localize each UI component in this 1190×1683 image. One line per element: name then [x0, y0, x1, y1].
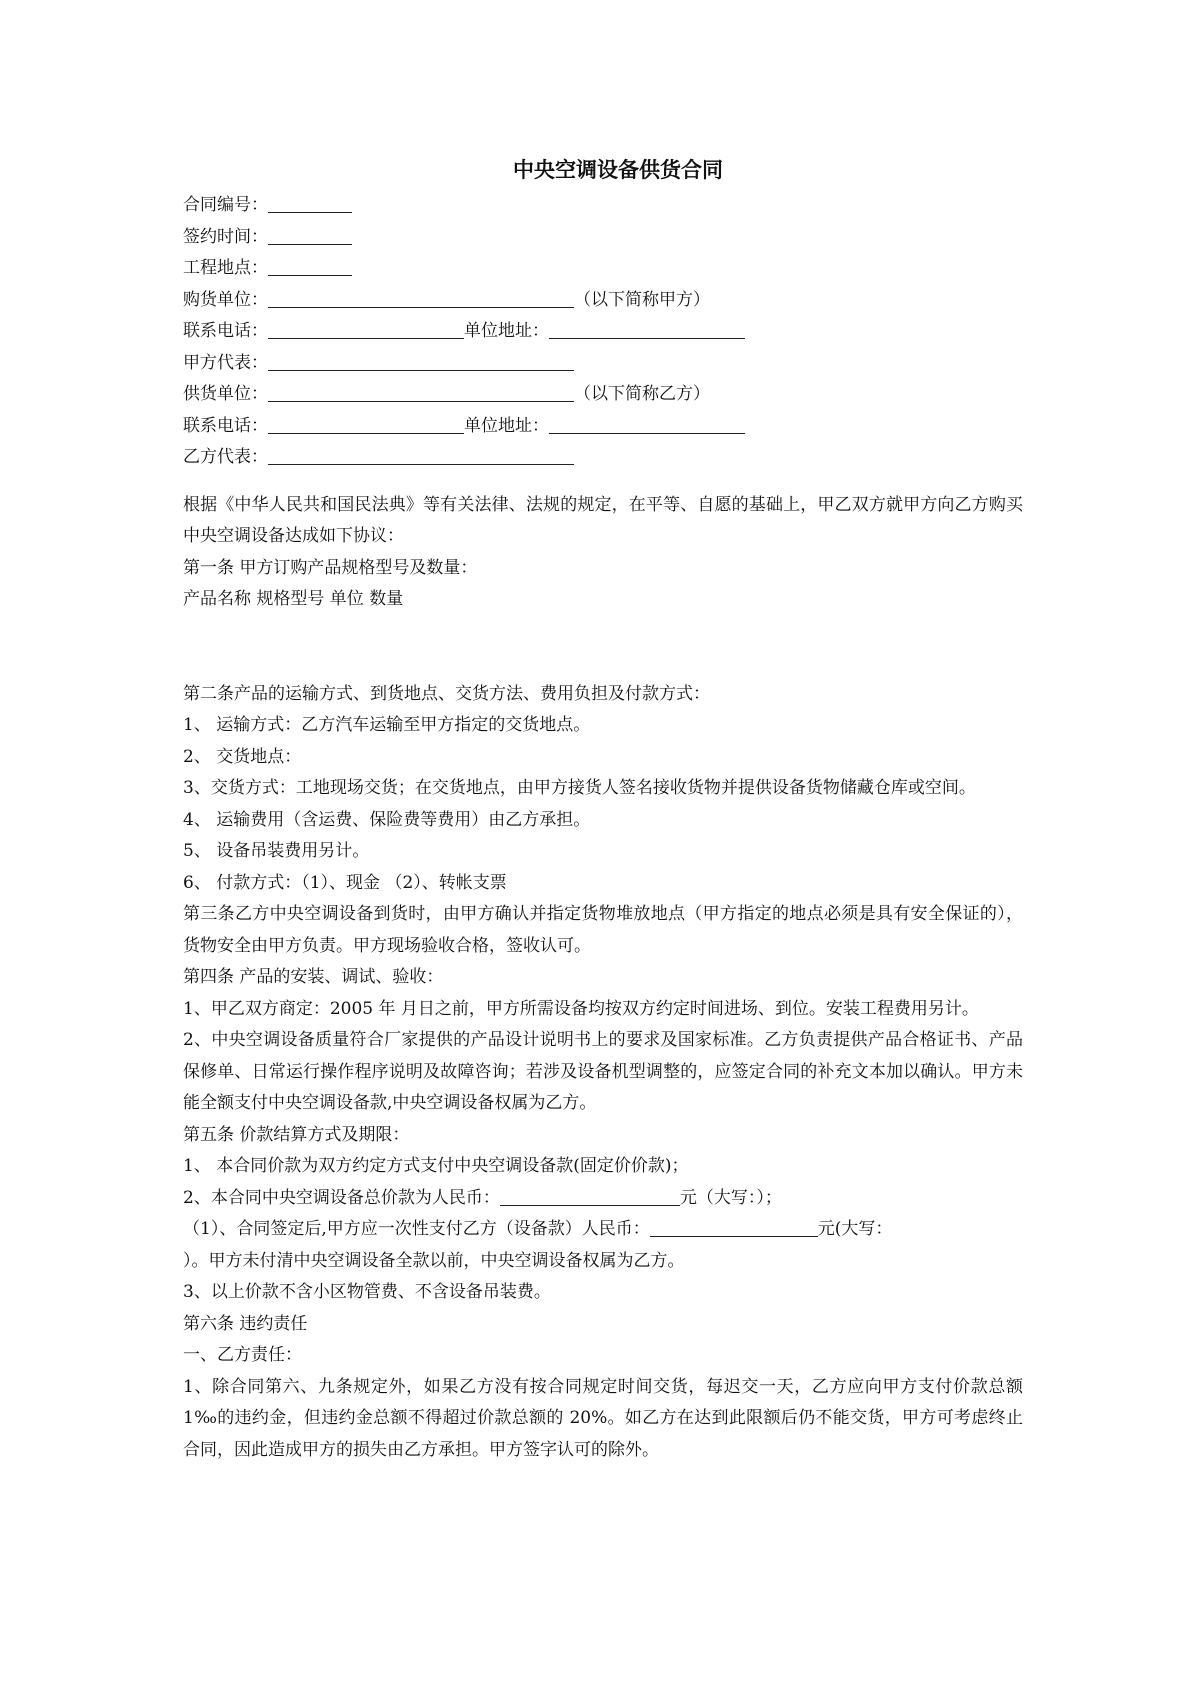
- party-b-rep-blank[interactable]: [268, 443, 574, 465]
- buyer-note: （以下简称甲方）: [574, 289, 710, 310]
- supplier-label: 供货单位：: [183, 384, 268, 404]
- article5-item-3: 3、以上价款不含小区物管费、不含设备吊装费。: [183, 1282, 551, 1302]
- supplier-line: [183, 379, 1023, 411]
- article1-table-header: 产品名称 规格型号 单位 数量: [183, 589, 404, 609]
- party-a-rep-blank[interactable]: [268, 349, 574, 371]
- buyer-phone-line: [183, 316, 1023, 348]
- supplier-phone-blank[interactable]: [268, 412, 464, 434]
- supplier-phone-label: 联系电话：: [183, 415, 268, 436]
- article2-item-4: 4、 运输费用（含运费、保险费等费用）由乙方承担。: [183, 809, 591, 830]
- supplier-note: （以下简称乙方）: [574, 384, 710, 404]
- spacer: [183, 616, 1023, 679]
- article5-item-1: 1、 本合同价款为双方约定方式支付中央空调设备款(固定价价款)；: [183, 1156, 689, 1176]
- article3-paragraph: 第三条乙方中央空调设备到货时，由甲方确认并指定货物堆放地点（甲方指定的地点必须是具有安全保证的），货物安全由甲方负责。甲方现场验收合格，签收认可。: [183, 904, 1023, 956]
- article2-item-2: 2、 交货地点：: [183, 746, 302, 767]
- sign-time-label: 签约时间：: [183, 226, 268, 247]
- article2-item-6: 6、 付款方式：（1）、现金 （2）、转帐支票: [183, 872, 507, 893]
- buyer-address-label: 单位地址：: [464, 321, 549, 341]
- article6-item-1: 1、除合同第六、九条规定外，如果乙方没有按合同规定时间交货，每迟交一天，乙方应向甲方支付价款总额 1‰的违约金，但违约金总额不得超过价款总额的 20%。如乙方在达到此限额后仍不能交货，甲方可考虑终止合同，因此造成甲方的损失由乙方承担。甲方签字认可的除外。: [183, 1376, 1023, 1460]
- supplier-blank[interactable]: [268, 380, 574, 402]
- intro-paragraph: 根据《中华人民共和国民法典》等有关法律、法规的规定，在平等、自愿的基础上，甲乙双方就甲方向乙方购买中央空调设备达成如下协议：: [183, 494, 1023, 546]
- article6-heading: 第六条 违约责任: [183, 1313, 308, 1334]
- down-payment-blank[interactable]: [650, 1215, 818, 1237]
- contract-no-label: 合同编号：: [183, 195, 268, 215]
- supplier-phone-line: [183, 411, 1023, 443]
- buyer-phone-label: 联系电话：: [183, 321, 268, 341]
- total-price-blank[interactable]: [500, 1184, 680, 1206]
- supplier-address-label: 单位地址：: [464, 415, 549, 436]
- buyer-phone-blank[interactable]: [268, 317, 464, 339]
- article5-item-2-suffix: 元（大写：）；: [679, 1187, 782, 1208]
- project-site-label: 工程地点：: [183, 258, 268, 278]
- party-a-rep-line: [183, 348, 1023, 380]
- article5-heading: 第五条 价款结算方式及期限：: [183, 1124, 410, 1145]
- buyer-address-blank[interactable]: [549, 317, 745, 339]
- sign-time-line: [183, 222, 1023, 254]
- supplier-address-blank[interactable]: [549, 412, 745, 434]
- article2-item-5: 5、 设备吊装费用另计。: [183, 841, 370, 861]
- project-site-line: [183, 253, 1023, 285]
- article4-item-1: 1、甲乙双方商定：2005 年 月日之前，甲方所需设备均按双方约定时间进场、到位。安装工程费用另计。: [183, 998, 979, 1019]
- article2-item-1: 1、 运输方式：乙方汽车运输至甲方指定的交货地点。: [183, 715, 591, 735]
- buyer-line: [183, 285, 1023, 317]
- buyer-blank[interactable]: [268, 286, 574, 308]
- party-b-rep-line: [183, 442, 1023, 474]
- article4-item-2: 2、中央空调设备质量符合厂家提供的产品设计说明书上的要求及国家标准。乙方负责提供产品合格证书、产品保修单、日常运行操作程序说明及故障咨询；若涉及设备机型调整的，应签定合同的补充文本加以确认。甲方未能全额支付中央空调设备款,中央空调设备权属为乙方。: [183, 1030, 1023, 1113]
- party-a-rep-label: 甲方代表：: [183, 352, 268, 373]
- article5-item-2-text: 2、本合同中央空调设备总价款为人民币：: [183, 1187, 500, 1208]
- article4-heading: 第四条 产品的安装、调试、验收：: [183, 967, 444, 987]
- article5-item-2-1: [183, 1214, 1023, 1246]
- article5-item-2: [183, 1183, 1023, 1215]
- article2-heading: 第二条产品的运输方式、到货地点、交货方法、费用负担及付款方式：: [183, 683, 710, 704]
- article2-item-3: 3、交货方式：工地现场交货；在交货地点，由甲方接货人签名接收货物并提供设备货物储藏仓库或空间。: [183, 778, 976, 798]
- article1-heading: 第一条 甲方订购产品规格型号及数量：: [183, 557, 478, 578]
- project-site-blank[interactable]: [268, 254, 352, 276]
- article6-sub-1: 一、乙方责任：: [183, 1345, 302, 1365]
- spacer: [183, 474, 1023, 490]
- article5-item-2-1-suffix: 元(大写：: [817, 1219, 893, 1239]
- party-b-rep-label: 乙方代表：: [183, 447, 268, 467]
- contract-no-line: [183, 190, 1023, 222]
- buyer-label: 购货单位：: [183, 289, 268, 310]
- document-title: 中央空调设备供货合同: [513, 157, 723, 182]
- article5-item-2-1-cont: ）。甲方未付清中央空调设备全款以前，中央空调设备权属为乙方。: [183, 1250, 685, 1271]
- article5-item-2-1-text: （1）、合同签定后,甲方应一次性支付乙方（设备款）人民币：: [183, 1219, 650, 1239]
- contract-no-blank[interactable]: [268, 191, 352, 213]
- sign-time-blank[interactable]: [268, 223, 352, 245]
- contract-document: [183, 150, 1023, 1466]
